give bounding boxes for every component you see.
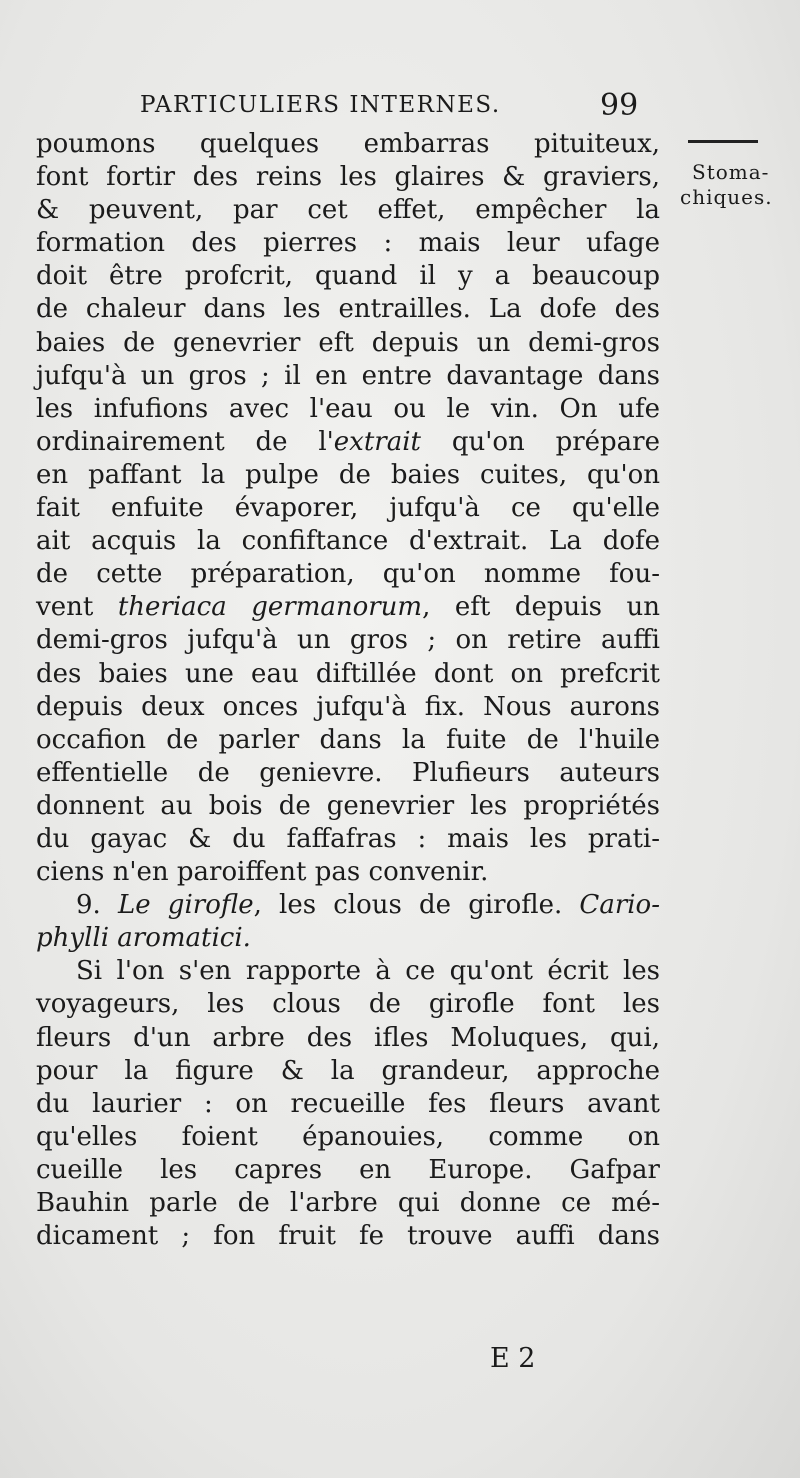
page-header	[140, 88, 660, 128]
text-line: depuis deux onces jufqu'à fix. Nous aurons	[36, 691, 660, 722]
text-line: font fortir des reins les glaires & graviers,	[36, 162, 660, 193]
text-line: donnent au bois de genevrier les propriétés	[36, 790, 660, 821]
text-line: fleurs d'un arbre des ifles Moluques, qui,	[36, 1022, 660, 1053]
text-line: qu'elles foient épanouies, comme on	[36, 1121, 660, 1152]
text-line: phylli aromatici.	[36, 923, 251, 954]
text-line: baies de genevrier eft depuis un demi-gros	[36, 327, 660, 358]
text-line: demi-gros jufqu'à un gros ; on retire auffi	[36, 625, 660, 656]
text-line: voyageurs, les clous de girofle font les	[36, 989, 660, 1020]
text-line: dicament ; fon fruit fe trouve auffi dans	[36, 1221, 660, 1252]
text-span: ordinairement de l'	[36, 426, 334, 457]
margin-rule	[688, 140, 758, 143]
text-line: jufqu'à un gros ; il en entre davantage dans	[36, 360, 660, 391]
text-line: formation des pierres : mais leur ufage	[36, 228, 660, 259]
text-line: fait enfuite évaporer, jufqu'à ce qu'elle	[36, 493, 660, 524]
text-line: occafion de parler dans la fuite de l'huile	[36, 724, 660, 755]
text-line: effentielle de genievre. Plufieurs auteurs	[36, 757, 660, 788]
text-line	[36, 889, 660, 922]
text-line	[36, 426, 660, 459]
signature-mark: E 2	[490, 1343, 536, 1374]
text-span: qu'on prépare	[421, 426, 660, 457]
text-line: de cette préparation, qu'on nomme fou-	[36, 559, 660, 590]
text-span: vent	[36, 592, 118, 623]
text-line: ciens n'en paroiffent pas convenir.	[36, 857, 489, 888]
text-line: & peuvent, par cet effet, empêcher la	[36, 195, 660, 226]
text-line: des baies une eau diftillée dont on prefcrit	[36, 658, 660, 689]
text-line: du laurier : on recueille fes fleurs avant	[36, 1088, 660, 1119]
text-line: ait acquis la confiftance d'extrait. La dofe	[36, 526, 660, 557]
italic-term: Le girofle	[117, 890, 254, 921]
italic-term: extrait	[333, 426, 421, 457]
text-span: , les clous de girofle.	[253, 890, 580, 921]
margin-note-line: chiques.	[680, 185, 773, 209]
text-line: Bauhin parle de l'arbre qui donne ce mé-	[36, 1188, 660, 1218]
text-line: en paffant la pulpe de baies cuites, qu'on	[36, 459, 660, 490]
text-span: 9.	[76, 890, 118, 921]
body-text	[36, 128, 660, 1253]
text-line: doit être profcrit, quand il y a beaucoup	[36, 261, 660, 292]
text-span: , eft depuis un	[422, 592, 660, 623]
margin-note-line: Stoma-	[692, 160, 770, 184]
text-line: poumons quelques embarras pituiteux,	[36, 129, 660, 159]
running-head: PARTICULIERS INTERNES.	[140, 92, 501, 118]
text-line: de chaleur dans les entrailles. La dofe des	[36, 294, 660, 325]
text-line: pour la figure & la grandeur, approche	[36, 1055, 660, 1086]
text-line	[36, 591, 660, 624]
text-line: cueille les capres en Europe. Gafpar	[36, 1154, 660, 1185]
text-line: les infufions avec l'eau ou le vin. On ufe	[36, 393, 660, 424]
text-line: du gayac & du faffafras : mais les prati-	[36, 823, 660, 854]
italic-term: theriaca germanorum	[117, 592, 423, 623]
italic-term: Cario-	[579, 890, 660, 921]
page-number: 99	[600, 88, 639, 123]
text-line: Si l'on s'en rapporte à ce qu'ont écrit les	[76, 956, 660, 987]
